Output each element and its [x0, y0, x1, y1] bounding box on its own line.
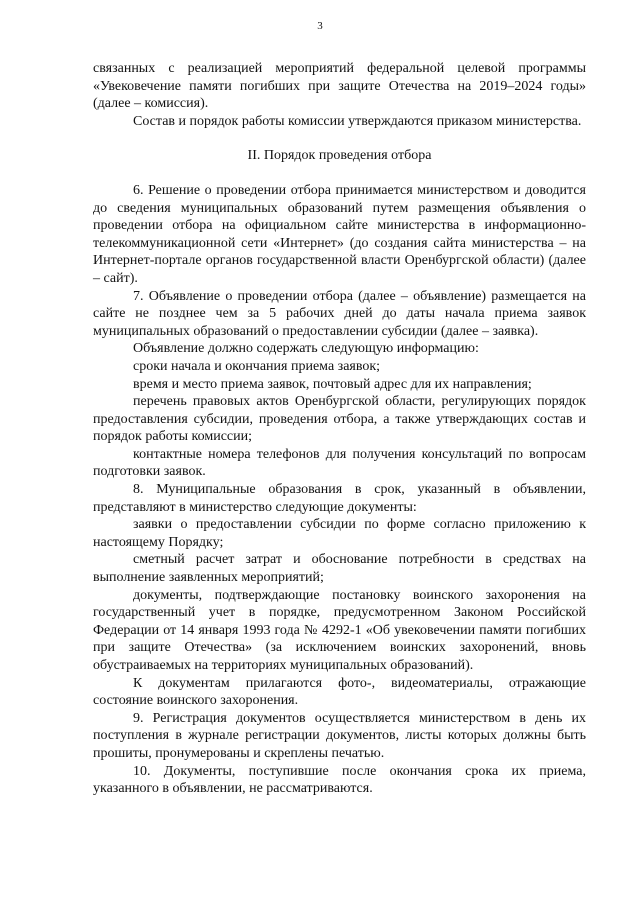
paragraph-10: 10. Документы, поступившие после окончания срока их приема, указанного в объявлении, не рассматриваются. — [93, 763, 586, 797]
paragraph-commission-continuation: связанных с реализацией мероприятий федеральной целевой программы «Увековечение памяти погибших при защите Отечества на 2019–2024 годы» (далее – комиссия). — [93, 61, 586, 112]
section-heading: II. Порядок проведения отбора — [247, 148, 432, 164]
paragraph-8: 8. Муниципальные образования в срок, указанный в объявлении, представляют в министерство следующие документы: — [93, 482, 586, 515]
paragraph-7-item-contacts: контактные номера телефонов для получения консультаций по вопросам подготовки заявок. — [93, 446, 586, 480]
paragraph-8-item-applications: заявки о предоставлении субсидии по форме согласно приложению к настоящему Порядку; — [93, 517, 586, 550]
paragraph-8-item-photos: К документам прилагаются фото-, видеоматериалы, отражающие состояние воинского захоронения. — [93, 675, 586, 709]
page-number: 3 — [317, 20, 323, 32]
paragraph-6: 6. Решение о проведении отбора принимается министерством и доводится до сведения муниципальных образований путем размещения объявления о проведении отбора на официальном сайте министерства в информационно-телекоммуникационной сети «Интернет» (до создания сайта министерства – на Интернет-портале органов государственной власти Оренбургской области) (далее – сайт). — [93, 182, 586, 286]
document-body — [93, 60, 586, 798]
paragraph-commission-composition: Состав и порядок работы комиссии утверждаются приказом министерства. — [133, 113, 582, 129]
paragraph-7: 7. Объявление о проведении отбора (далее – объявление) размещается на сайте не позднее чем за 5 рабочих дней до даты начала приема заявок муниципальных образований о предоставлении субсидии (далее – заявка). — [93, 288, 586, 339]
paragraph-8-item-estimate: сметный расчет затрат и обоснование потребности в средствах на выполнение заявленных мероприятий; — [93, 552, 586, 586]
paragraph-9: 9. Регистрация документов осуществляется министерством в день их поступления в журнале регистрации документов, листы которых должны быть прошиты, пронумерованы и скреплены печатью. — [93, 710, 586, 761]
paragraph-7-item-place: время и место приема заявок, почтовый адрес для их направления; — [133, 376, 532, 392]
paragraph-8-item-documents: документы, подтверждающие постановку воинского захоронения на государственный учет в порядке, предусмотренном Законом Российской Федерации от 14 января 1993 года № 4292-1 «Об увековечении памяти погибших при защите Отечества» (за исключением воинских захоронений, вновь обустраиваемых на территориях муниципальных образований). — [93, 587, 586, 673]
paragraph-7-intro: Объявление должно содержать следующую информацию: — [133, 341, 479, 357]
paragraph-7-item-acts: перечень правовых актов Оренбургской области, регулирующих порядок предоставления субсидии, проведения отбора, а также утверждающих состав и порядок работы комиссии; — [93, 394, 586, 445]
paragraph-7-item-deadlines: сроки начала и окончания приема заявок; — [133, 358, 381, 374]
